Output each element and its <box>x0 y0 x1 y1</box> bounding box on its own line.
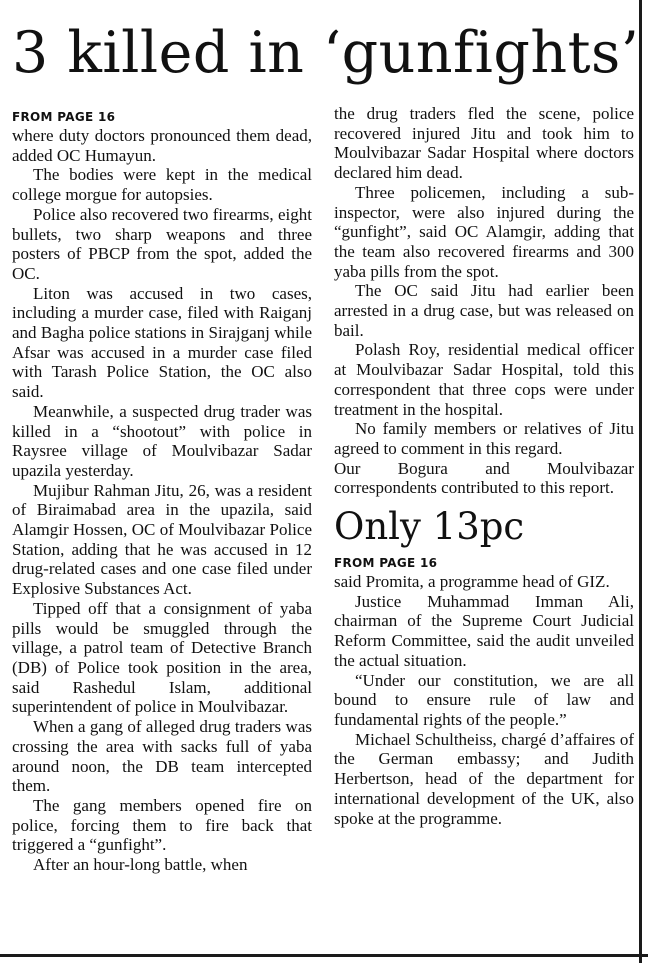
article-paragraph: the drug traders fled the scene, police recovered injured Jitu and took him to Moulvibazar Sadar Hospital where doctors declared him dead. <box>334 104 634 183</box>
left-kicker: FROM PAGE 16 <box>12 110 116 124</box>
article-paragraph: Michael Schultheiss, chargé d’affaires of the German embassy; and Judith Herbertson, head of the department for international development of the UK, also spoke at the programme. <box>334 729 634 828</box>
article-paragraph: Tipped off that a consignment of yaba pills would be smuggled through the village, a patrol team of Detective Branch (DB) of Police took position in the area, said Rashedul Islam, additional superintendent of police in Moulvibazar. <box>12 598 312 717</box>
article-paragraph: Meanwhile, a suspected drug trader was killed in a “shootout” with police in Raysree village of Moulvibazar Sadar upazila yesterday. <box>12 401 312 480</box>
article-paragraph: When a gang of alleged drug traders was crossing the area with sacks full of yaba around noon, the DB team intercepted them. <box>12 717 312 796</box>
right-border-line <box>639 0 642 963</box>
article-paragraph: Police also recovered two firearms, eight bullets, two sharp weapons and three posters of PBCP from the spot, added the OC. <box>12 204 312 283</box>
right-column <box>334 104 634 828</box>
article-paragraph: No family members or relatives of Jitu agreed to comment in this regard. <box>334 419 634 458</box>
article-paragraph: The gang members opened fire on police, forcing them to fire back that triggered a “gunfight”. <box>12 795 312 855</box>
left-column <box>12 104 312 875</box>
article-paragraph: Justice Muhammad Imman Ali, chairman of the Supreme Court Judicial Reform Committee, said the audit unveiled the actual situation. <box>334 591 634 670</box>
bottom-border-line <box>0 954 648 957</box>
article-paragraph: said Promita, a programme head of GIZ. <box>334 572 610 592</box>
article-paragraph: Mujibur Rahman Jitu, 26, was a resident of Biraimabad area in the upazila, said Alamgir Hossen, OC of Moulvibazar Police Station, adding that he was accused in 12 drug-related cases and one case filed under Explosive Substances Act. <box>12 480 312 599</box>
article-paragraph: Our Bogura and Moulvibazar correspondents contributed to this report. <box>334 458 634 498</box>
article-paragraph: where duty doctors pronounced them dead, added OC Humayun. <box>12 126 312 165</box>
article-paragraph: Liton was accused in two cases, including a murder case, filed with Raiganj and Bagha police stations in Sirajganj while Afsar was accused in a murder case filed with Tarash Police Station, the OC also said. <box>12 283 312 402</box>
article-paragraph: After an hour-long battle, when <box>33 855 248 875</box>
article-paragraph: Polash Roy, residential medical officer at Moulvibazar Sadar Hospital, told this correspondent that three cops were under treatment in the hospital. <box>334 340 634 419</box>
second-kicker: FROM PAGE 16 <box>334 556 438 571</box>
article-paragraph: “Under our constitution, we are all bound to ensure rule of law and fundamental rights of the people.” <box>334 670 634 729</box>
article-paragraph: The OC said Jitu had earlier been arrested in a drug case, but was released on bail. <box>334 281 634 340</box>
main-headline: 3 killed in ‘gunfights’ <box>12 20 640 86</box>
article-paragraph: Three policemen, including a sub-inspector, were also injured during the “gunfight”, said OC Alamgir, adding that the team also recovered firearms and 300 yaba pills from the spot. <box>334 182 634 281</box>
article-paragraph: The bodies were kept in the medical college morgue for autopsies. <box>12 165 312 205</box>
second-headline: Only 13pc <box>334 505 525 549</box>
